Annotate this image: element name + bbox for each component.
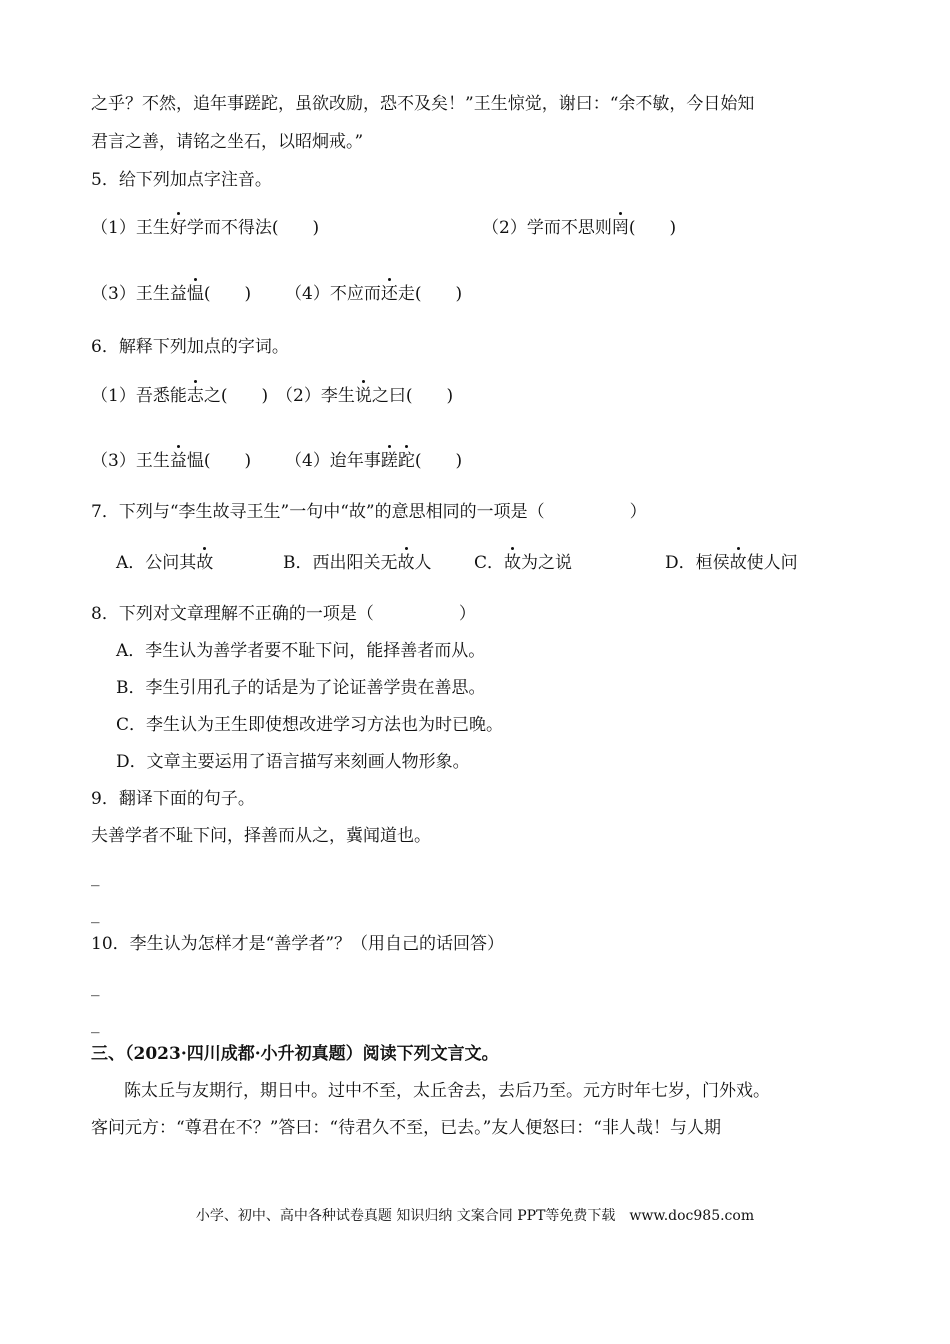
passage-line: 君言之善，请铭之坐石，以昭炯戒。” xyxy=(91,132,364,152)
answer-blank: _ xyxy=(91,904,100,924)
q8-option-c: C．李生认为王生即使想改进学习方法也为时已晚。 xyxy=(116,715,504,735)
answer-blank: _ xyxy=(91,977,100,997)
question-10: 10．李生认为怎样才是“善学者”？（用自己的话回答） xyxy=(91,934,505,954)
q5-item-3: （3）王生益愠( ) xyxy=(91,284,252,304)
answer-blank: _ xyxy=(91,1014,100,1034)
q7-option-c: C．故为之说 xyxy=(474,553,573,573)
passage-line: 客问元方：“尊君在不？”答曰：“待君久不至，已去。”友人便怒曰：“非人哉！与人期 xyxy=(91,1118,721,1138)
q6-item-1: （1）吾悉能志之( ) xyxy=(91,386,269,406)
passage-line: 之乎？不然，追年事蹉跎，虽欲改励，恐不及矣！”王生惊觉，谢曰：“余不敏，今日始知 xyxy=(91,94,755,114)
q9-sentence: 夫善学者不耻下问，择善而从之，冀闻道也。 xyxy=(91,826,431,846)
q7-option-d: D．桓侯故使人问 xyxy=(665,553,798,573)
q6-item-3: （3）王生益愠( ) xyxy=(91,451,252,471)
answer-blank: _ xyxy=(91,867,100,887)
q5-item-1: （1）王生好学而不得法( ) xyxy=(91,218,320,238)
section-3-heading: 三、（2023·四川成都·小升初真题）阅读下列文言文。 xyxy=(91,1044,499,1064)
question-6: 6．解释下列加点的字词。 xyxy=(91,337,289,357)
q8-option-b: B．李生引用孔子的话是为了论证善学贵在善思。 xyxy=(116,678,486,698)
question-9: 9．翻译下面的句子。 xyxy=(91,789,255,809)
q6-item-4: （4）迨年事蹉跎( ) xyxy=(285,451,463,471)
q8-option-a: A．李生认为善学者要不耻下问，能择善者而从。 xyxy=(116,641,486,661)
q5-item-4: （4）不应而还走( ) xyxy=(285,284,463,304)
passage-line: 陈太丘与友期行，期日中。过中不至，太丘舍去，去后乃至。元方时年七岁，门外戏。 xyxy=(124,1081,770,1101)
q8-option-d: D．文章主要运用了语言描写来刻画人物形象。 xyxy=(116,752,470,772)
q6-item-2: （2）李生说之曰( ) xyxy=(276,386,454,406)
page-footer: 小学、初中、高中各种试卷真题 知识归纳 文案合同 PPT等免费下载 www.doc985.com xyxy=(195,1208,755,1224)
question-7: 7．下列与“李生故寻王生”一句中“故”的意思相同的一项是（ ） xyxy=(91,502,647,522)
q5-item-2: （2）学而不思则罔( ) xyxy=(482,218,677,238)
question-8: 8．下列对文章理解不正确的一项是（ ） xyxy=(91,604,476,624)
q7-option-b: B．西出阳关无故人 xyxy=(283,553,432,573)
q7-option-a: A．公问其故 xyxy=(116,553,214,573)
question-5: 5．给下列加点字注音。 xyxy=(91,170,272,190)
